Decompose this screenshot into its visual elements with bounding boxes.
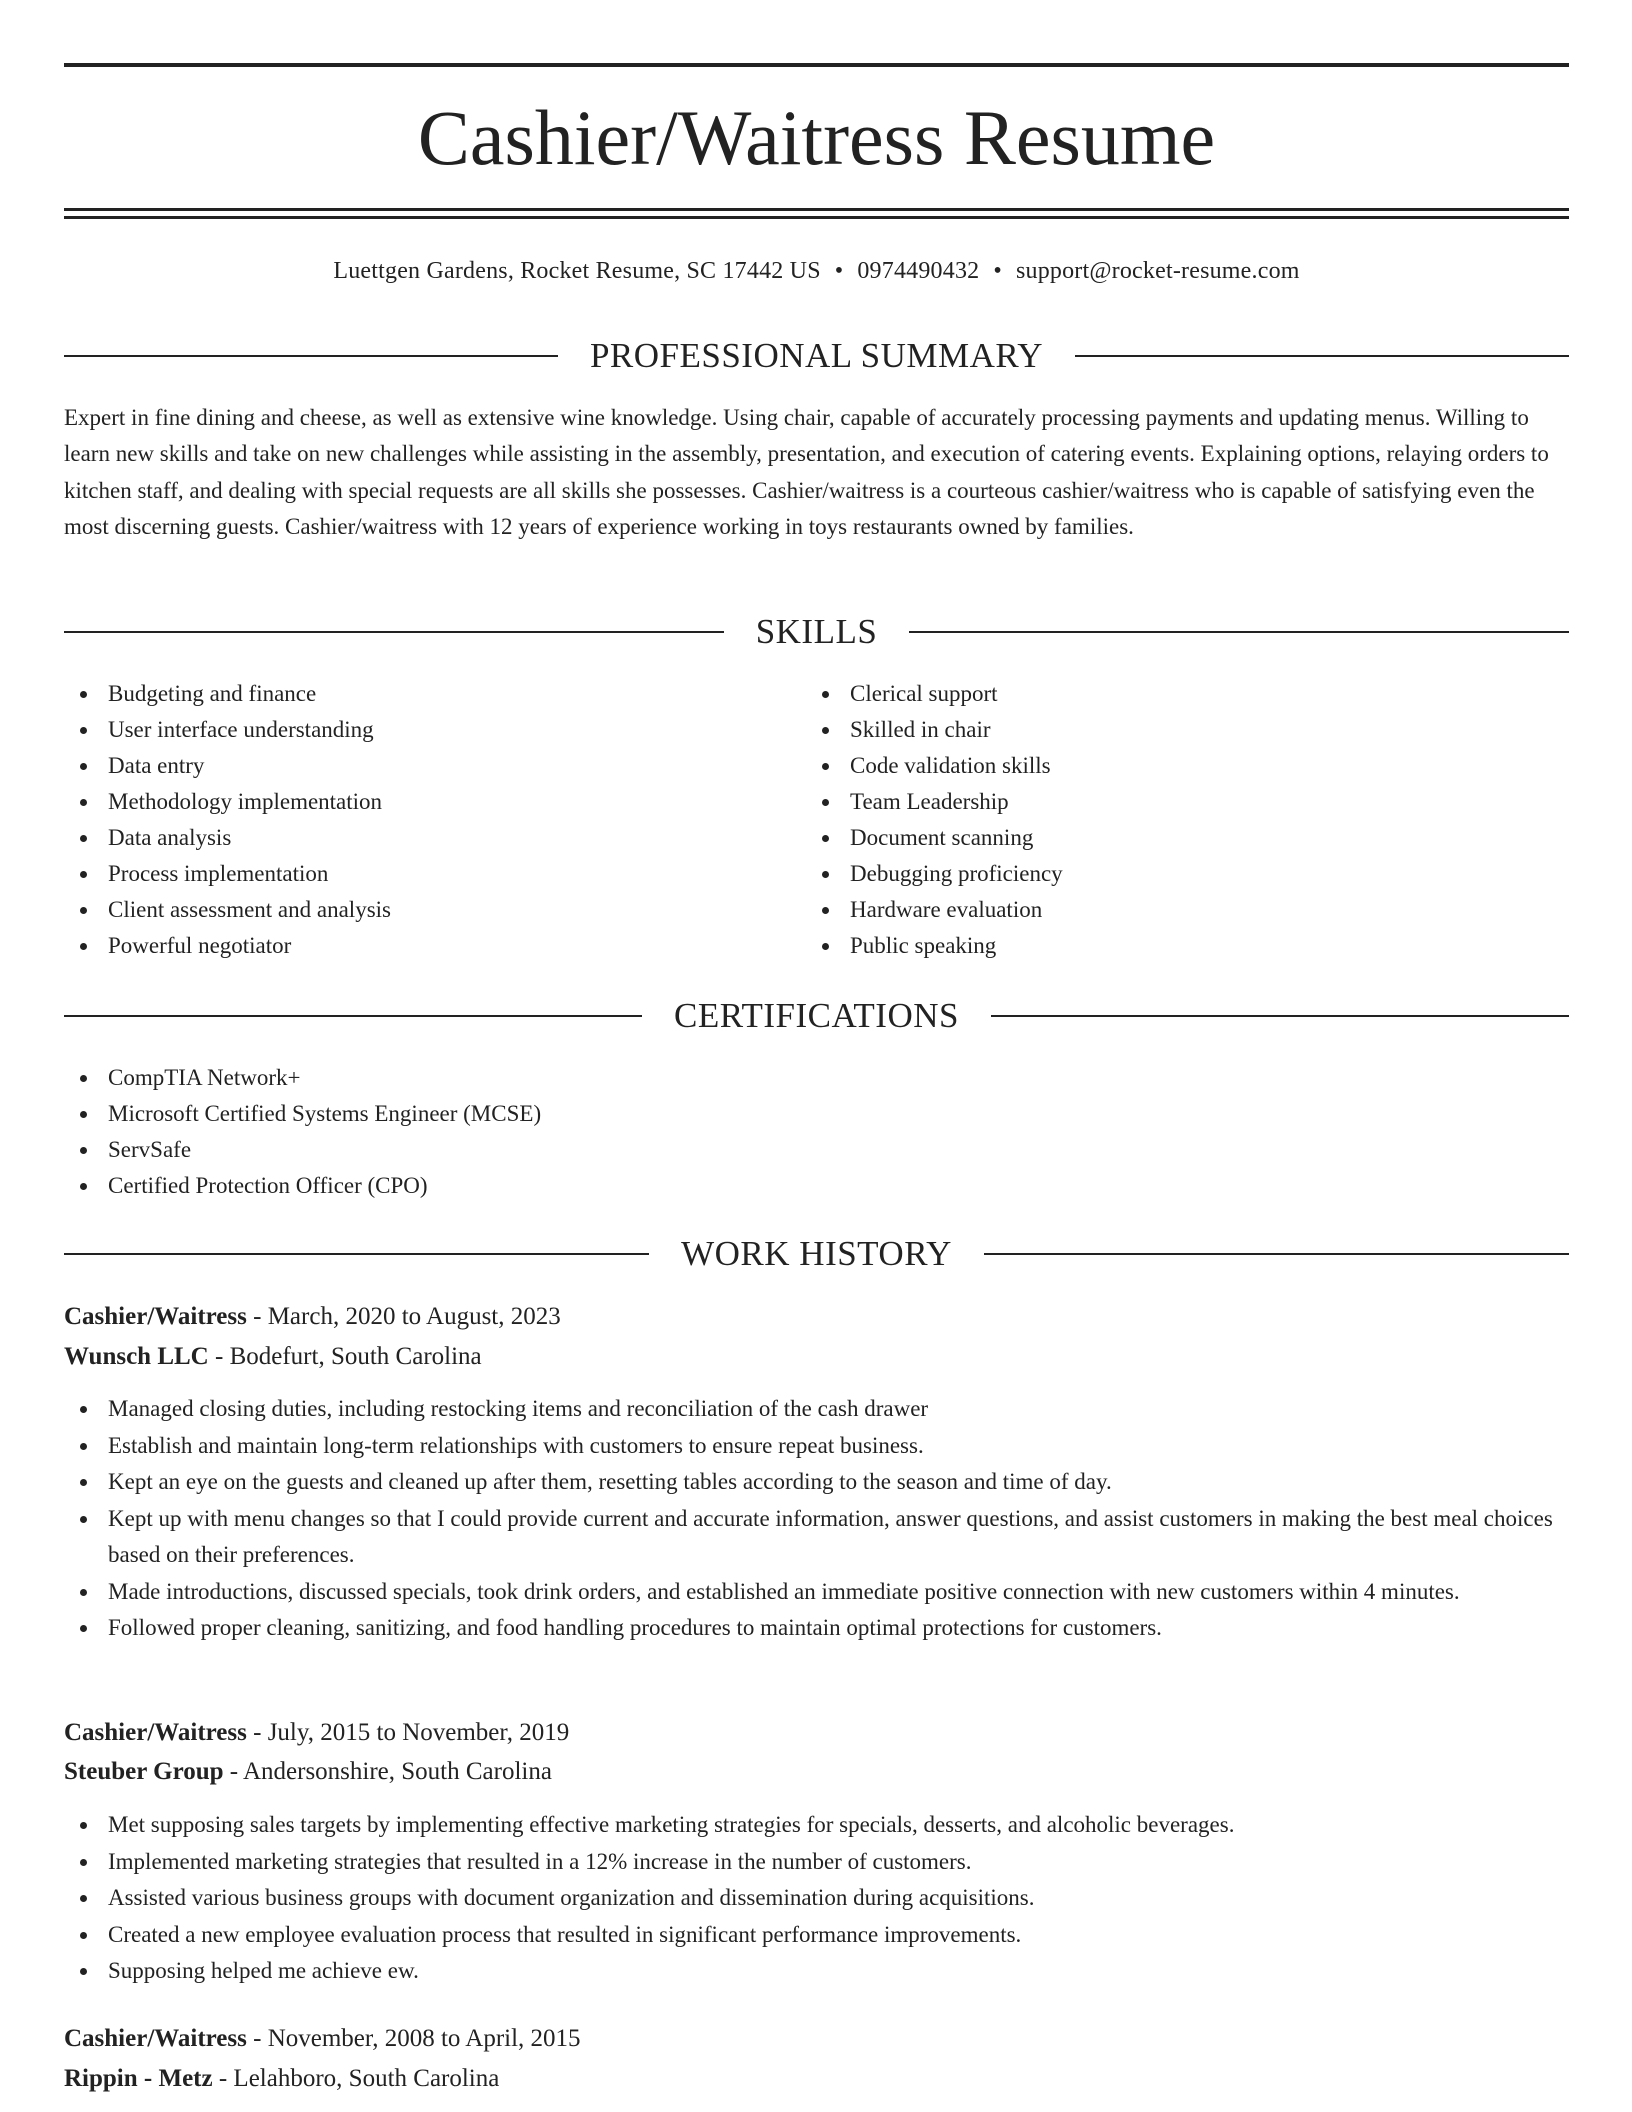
- certification-item: Certified Protection Officer (CPO): [64, 1168, 1569, 1204]
- job-bullet: Kept up with menu changes so that I could provide current and accurate information, answer questions, and assist customers in making the best meal choices based on their preferences.: [64, 1501, 1569, 1574]
- job-location: - Andersonshire, South Carolina: [223, 1758, 552, 1785]
- heading-rule: [909, 631, 1569, 633]
- job-company: Rippin - Metz: [64, 2065, 213, 2092]
- skills-list-right: [806, 676, 1546, 964]
- job-bullet: Created a new employee evaluation process that resulted in significant performance improvements.: [64, 1917, 1569, 1954]
- skill-item: Client assessment and analysis: [64, 892, 804, 928]
- top-rule: [64, 63, 1569, 67]
- skill-item: Clerical support: [806, 676, 1546, 712]
- summary-text: Expert in fine dining and cheese, as well as extensive wine knowledge. Using chair, capable of accurately processing payments and updating menus. Willing to learn new skills and take on new challenges while assisting in the assembly, presentation, and execution of catering events. Explaining options, relaying orders to kitchen staff, and dealing with special requests are all skills she possesses. Cashier/waitress is a courteous cashier/waitress who is capable of satisfying even the most discerning guests. Cashier/waitress with 12 years of experience working in toys restaurants owned by families.: [64, 405, 1549, 540]
- section-title: PROFESSIONAL SUMMARY: [589, 336, 1044, 375]
- heading-rule: [984, 1253, 1569, 1255]
- contact-line: [64, 254, 1569, 288]
- skill-item: Hardware evaluation: [806, 892, 1546, 928]
- job-dates: - July, 2015 to November, 2019: [246, 1719, 570, 1746]
- skill-item: Process implementation: [64, 856, 804, 892]
- contact-phone: 0974490432: [857, 258, 980, 284]
- skills-list-left: [64, 676, 804, 964]
- skill-item: Document scanning: [806, 820, 1546, 856]
- contact-email: support@rocket-resume.com: [1015, 258, 1300, 284]
- job-company: Wunsch LLC: [64, 1343, 209, 1370]
- job-role: Cashier/Waitress: [64, 2025, 247, 2052]
- skill-item: Debugging proficiency: [806, 856, 1546, 892]
- skill-item: Data entry: [64, 748, 804, 784]
- job-dates: - November, 2008 to April, 2015: [246, 2025, 581, 2052]
- skill-item: Powerful negotiator: [64, 928, 804, 964]
- heading-rule: [64, 631, 724, 633]
- section-heading-summary: [64, 334, 1569, 378]
- title-rule-lower: [64, 216, 1569, 219]
- job-bullet: Kept an eye on the guests and cleaned up after them, resetting tables according to the season and time of day.: [64, 1464, 1569, 1501]
- section-heading-certifications: [64, 994, 1569, 1038]
- job-bullet: Supposing helped me achieve ew.: [64, 1953, 1569, 1990]
- job-bullet: Managed closing duties, including restocking items and reconciliation of the cash drawer: [64, 1391, 1569, 1428]
- job-location: - Bodefurt, South Carolina: [208, 1343, 482, 1370]
- certification-item: Microsoft Certified Systems Engineer (MCSE): [64, 1096, 1569, 1132]
- job-bullet: Implemented marketing strategies that resulted in a 12% increase in the number of customers.: [64, 1844, 1569, 1881]
- heading-rule: [64, 1015, 642, 1017]
- section-heading-work-history: [64, 1232, 1569, 1276]
- skill-item: Budgeting and finance: [64, 676, 804, 712]
- job-role: Cashier/Waitress: [64, 1719, 247, 1746]
- job-bullets: [64, 1391, 1569, 1647]
- skill-item: Team Leadership: [806, 784, 1546, 820]
- section-heading-skills: [64, 610, 1569, 654]
- job-role: Cashier/Waitress: [64, 1303, 247, 1330]
- certifications-list: [64, 1060, 1569, 1204]
- skill-item: Code validation skills: [806, 748, 1546, 784]
- job-role-line: [64, 1715, 1569, 1751]
- job-bullet: Followed proper cleaning, sanitizing, and food handling procedures to maintain optimal protections for customers.: [64, 1610, 1569, 1647]
- skill-item: Data analysis: [64, 820, 804, 856]
- job-company: Steuber Group: [64, 1758, 224, 1785]
- heading-rule: [64, 1253, 649, 1255]
- contact-separator: •: [993, 258, 1002, 284]
- heading-rule: [991, 1015, 1569, 1017]
- job-role-line: [64, 1299, 1569, 1335]
- title-rule-upper: [64, 208, 1569, 211]
- certification-item: ServSafe: [64, 1132, 1569, 1168]
- section-title: CERTIFICATIONS: [674, 996, 959, 1035]
- skill-item: User interface understanding: [64, 712, 804, 748]
- contact-separator: •: [834, 258, 844, 284]
- job-bullet: Establish and maintain long-term relationships with customers to ensure repeat business.: [64, 1428, 1569, 1465]
- contact-address: Luettgen Gardens, Rocket Resume, SC 17442 US: [333, 258, 821, 284]
- skill-item: Public speaking: [806, 928, 1546, 964]
- section-title: SKILLS: [755, 612, 878, 651]
- job-company-line: [64, 1339, 1569, 1375]
- job-company-line: [64, 1754, 1569, 1790]
- heading-rule: [1075, 355, 1569, 357]
- job-bullets: [64, 1807, 1569, 1990]
- job-company-line: [64, 2061, 1569, 2097]
- heading-rule: [64, 355, 558, 357]
- section-title: WORK HISTORY: [681, 1234, 952, 1273]
- certification-item: CompTIA Network+: [64, 1060, 1569, 1096]
- job-dates: - March, 2020 to August, 2023: [246, 1303, 561, 1330]
- skill-item: Methodology implementation: [64, 784, 804, 820]
- skill-item: Skilled in chair: [806, 712, 1546, 748]
- job-bullet: Assisted various business groups with document organization and dissemination during acquisitions.: [64, 1880, 1569, 1917]
- job-bullet: Met supposing sales targets by implementing effective marketing strategies for specials, desserts, and alcoholic beverages.: [64, 1807, 1569, 1844]
- job-location: - Lelahboro, South Carolina: [212, 2065, 500, 2092]
- resume-title: Cashier/Waitress Resume: [417, 94, 1216, 181]
- job-bullet: Made introductions, discussed specials, took drink orders, and established an immediate positive connection with new customers within 4 minutes.: [64, 1574, 1569, 1611]
- job-role-line: [64, 2021, 1569, 2057]
